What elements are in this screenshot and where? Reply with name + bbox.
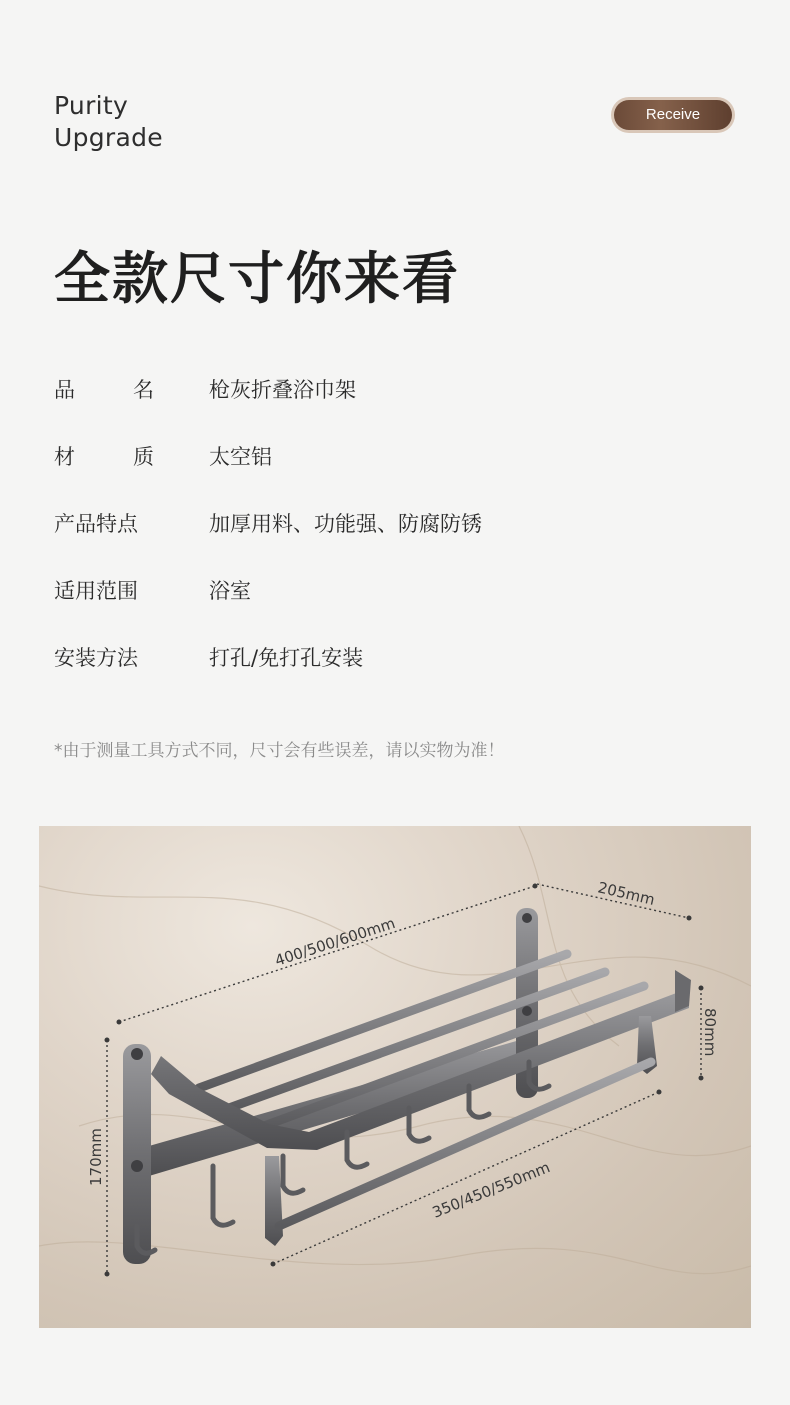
dimension-front-height-label: 80mm xyxy=(701,1008,719,1057)
spec-label xyxy=(54,370,154,410)
receive-button-label: Receive xyxy=(614,100,732,130)
brand-line-2: Upgrade xyxy=(54,123,163,152)
spec-value: 打孔/免打孔安装 xyxy=(209,646,364,670)
towel-rack-illustration xyxy=(39,826,751,1328)
spec-row-name xyxy=(54,370,754,437)
spec-label-char: 材 xyxy=(54,445,75,469)
brand-title xyxy=(54,90,163,154)
brand-line-1: Purity xyxy=(54,91,129,120)
spec-value: 太空铝 xyxy=(209,445,272,469)
dimension-length-label: 400/500/600mm xyxy=(272,913,398,970)
dimension-depth-label: 205mm xyxy=(596,878,657,909)
spec-label: 产品特点 xyxy=(54,512,138,536)
spec-label: 安装方法 xyxy=(54,646,138,670)
spec-value: 浴室 xyxy=(209,579,251,603)
spec-label-char: 质 xyxy=(133,445,154,469)
dimension-total-height-label: 170mm xyxy=(87,1128,105,1186)
spec-label-char: 品 xyxy=(54,378,75,402)
spec-row-install xyxy=(54,638,754,705)
spec-value: 枪灰折叠浴巾架 xyxy=(209,378,356,402)
spec-row-scope xyxy=(54,571,754,638)
spec-label xyxy=(54,437,154,477)
spec-value: 加厚用料、功能强、防腐防锈 xyxy=(209,512,482,536)
spec-label-char: 名 xyxy=(133,378,154,402)
disclaimer-note: *由于测量工具方式不同，尺寸会有些误差，请以实物为准！ xyxy=(54,741,505,761)
spec-row-features xyxy=(54,504,754,571)
spec-table xyxy=(54,370,754,705)
receive-button[interactable] xyxy=(611,97,735,133)
page-title: 全款尺寸你来看 xyxy=(54,247,460,312)
spec-label: 适用范围 xyxy=(54,579,138,603)
dimension-bar-length-label: 350/450/550mm xyxy=(429,1158,553,1222)
spec-row-material xyxy=(54,437,754,504)
product-dimension-image xyxy=(39,826,751,1328)
